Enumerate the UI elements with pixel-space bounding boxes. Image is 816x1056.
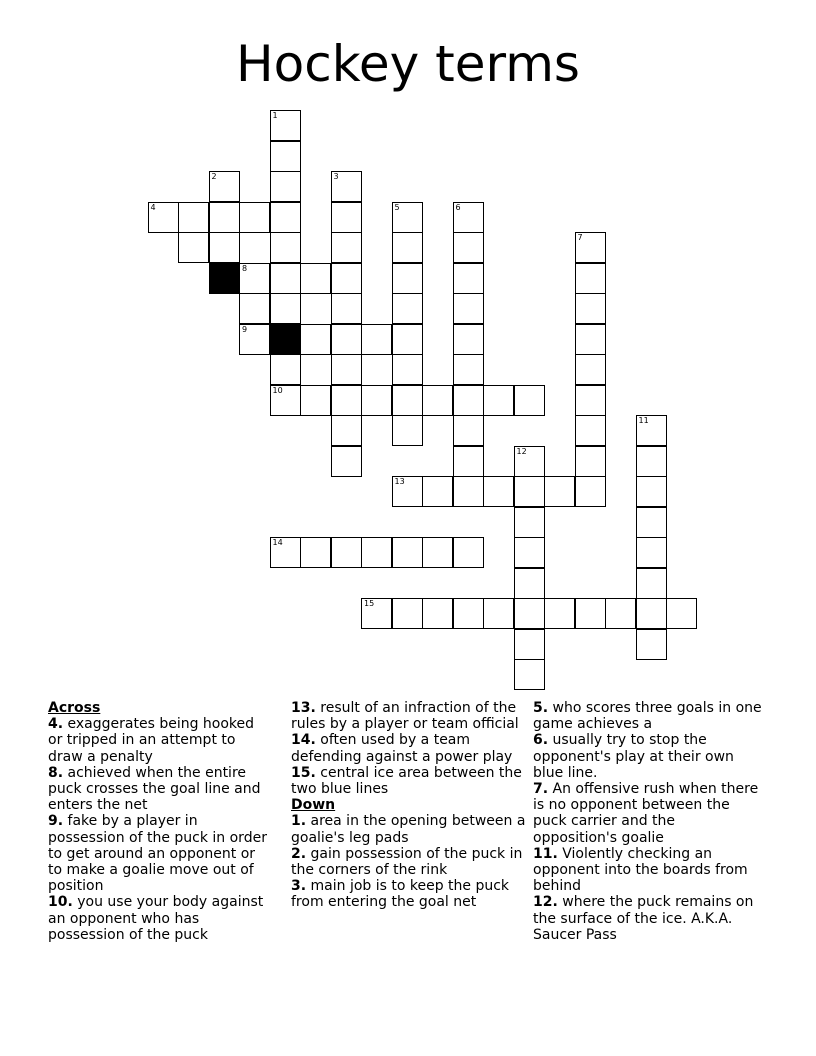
grid-cell[interactable] <box>209 171 240 202</box>
clue-item <box>291 846 527 878</box>
grid-cell[interactable] <box>392 598 423 629</box>
clue-column-3 <box>533 700 763 943</box>
clue-item <box>48 765 270 814</box>
grid-cell[interactable] <box>361 598 392 629</box>
clue-item-text: exaggerates being hooked or tripped in an attempt to draw a penalty <box>48 716 255 765</box>
clue-item-number: 11. <box>533 845 558 862</box>
grid-cell[interactable] <box>636 537 667 568</box>
grid-cell[interactable] <box>270 537 301 568</box>
grid-cell[interactable] <box>453 354 484 385</box>
grid-cell[interactable] <box>483 385 514 416</box>
grid-cell[interactable] <box>575 263 606 294</box>
clue-number: 13 <box>394 477 405 486</box>
grid-cell[interactable] <box>270 293 301 324</box>
clue-number: 6 <box>455 202 461 212</box>
grid-cell[interactable] <box>239 293 270 324</box>
grid-cell[interactable] <box>239 324 270 355</box>
grid-cell[interactable] <box>209 232 240 263</box>
grid-cell[interactable] <box>270 263 301 294</box>
clue-item <box>48 894 270 943</box>
grid-cell[interactable] <box>270 385 301 416</box>
grid-cell[interactable] <box>514 598 545 629</box>
clue-item <box>291 700 527 732</box>
grid-cell[interactable] <box>331 354 362 385</box>
clue-number: 14 <box>272 538 283 547</box>
grid-cell[interactable] <box>514 537 545 568</box>
grid-cell[interactable] <box>453 598 484 629</box>
grid-cell[interactable] <box>575 385 606 416</box>
grid-cell[interactable] <box>575 476 606 507</box>
grid-cell[interactable] <box>453 202 484 233</box>
clue-section-heading: Down <box>291 797 336 814</box>
grid-cell[interactable] <box>422 537 453 568</box>
clue-number: 15 <box>364 599 375 608</box>
grid-cell[interactable] <box>514 476 545 507</box>
clue-item-number: 13. <box>291 700 316 716</box>
clue-item <box>533 700 763 732</box>
clue-item-number: 5. <box>533 700 549 716</box>
clue-item-number: 15. <box>291 764 316 781</box>
clue-number: 3 <box>333 172 339 181</box>
clue-item-number: 14. <box>291 732 316 749</box>
grid-cell[interactable] <box>422 385 453 416</box>
grid-cell[interactable] <box>514 446 545 477</box>
grid-cell[interactable] <box>422 598 453 629</box>
grid-cell[interactable] <box>636 446 667 477</box>
clue-number: 10 <box>272 385 283 395</box>
grid-cell[interactable] <box>270 110 301 141</box>
grid-cell[interactable] <box>575 293 606 324</box>
clue-item-text: often used by a team defending against a power play <box>291 732 513 765</box>
grid-cell[interactable] <box>300 324 331 355</box>
grid-cell[interactable] <box>544 476 575 507</box>
grid-cell[interactable] <box>331 263 362 294</box>
grid-cell[interactable] <box>331 446 362 477</box>
clue-number: 8 <box>242 263 248 273</box>
puzzle-title: Hockey terms <box>236 35 580 93</box>
grid-cell[interactable] <box>239 202 270 233</box>
grid-cell[interactable] <box>239 263 270 294</box>
grid-cell[interactable] <box>178 232 209 263</box>
grid-cell[interactable] <box>514 629 545 660</box>
grid-cell[interactable] <box>514 659 545 690</box>
grid-cell[interactable] <box>575 598 606 629</box>
clue-item-text: main job is to keep the puck from entering the goal net <box>291 878 510 911</box>
grid-cell[interactable] <box>666 598 697 629</box>
grid-cell[interactable] <box>392 324 423 355</box>
grid-cell[interactable] <box>270 202 301 233</box>
grid-cell[interactable] <box>453 293 484 324</box>
grid-cell[interactable] <box>544 598 575 629</box>
clue-item-number: 7. <box>533 781 549 798</box>
grid-cell[interactable] <box>392 476 423 507</box>
clue-item-text: fake by a player in possession of the puck in order to get around an opponent or to make a goalie move out of position <box>48 813 267 895</box>
clue-item-number: 12. <box>533 894 558 911</box>
grid-cell[interactable] <box>392 385 423 416</box>
clue-item-text: who scores three goals in one game achieves a <box>533 700 762 733</box>
grid-cell[interactable] <box>392 537 423 568</box>
clue-number: 7 <box>577 233 583 242</box>
black-cell <box>209 263 240 294</box>
grid-cell[interactable] <box>453 446 484 477</box>
grid-cell[interactable] <box>361 385 392 416</box>
grid-cell[interactable] <box>422 476 453 507</box>
grid-cell[interactable] <box>575 446 606 477</box>
clue-column-1 <box>48 700 270 943</box>
grid-cell[interactable] <box>453 232 484 263</box>
grid-cell[interactable] <box>361 324 392 355</box>
clue-item <box>533 894 763 943</box>
grid-cell[interactable] <box>575 354 606 385</box>
grid-cell[interactable] <box>300 385 331 416</box>
grid-cell[interactable] <box>636 415 667 446</box>
clue-item-number: 3. <box>291 878 307 895</box>
grid-cell[interactable] <box>636 598 667 629</box>
grid-cell[interactable] <box>331 232 362 263</box>
clue-item-text: achieved when the entire puck crosses the goal line and enters the net <box>48 764 261 814</box>
grid-cell[interactable] <box>483 598 514 629</box>
clue-item <box>291 732 527 764</box>
clue-item <box>291 813 527 845</box>
clue-number: 2 <box>211 172 217 181</box>
clue-item <box>533 846 763 895</box>
clue-item-text: where the puck remains on the surface of the ice. A.K.A. Saucer Pass <box>533 894 754 943</box>
grid-cell[interactable] <box>270 171 301 202</box>
grid-cell[interactable] <box>331 385 362 416</box>
grid-cell[interactable] <box>178 202 209 233</box>
clue-item-number: 10. <box>48 894 73 911</box>
grid-cell[interactable] <box>453 415 484 446</box>
grid-cell[interactable] <box>392 202 423 233</box>
clue-number: 1 <box>272 111 278 120</box>
clue-item-number: 4. <box>48 716 64 733</box>
clue-item <box>533 781 763 846</box>
clue-number: 5 <box>394 202 400 212</box>
grid-cell[interactable] <box>392 263 423 294</box>
grid-cell[interactable] <box>453 476 484 507</box>
clue-item <box>48 716 270 765</box>
grid-cell[interactable] <box>148 202 179 233</box>
grid-cell[interactable] <box>270 354 301 385</box>
clue-number: 12 <box>516 446 527 456</box>
grid-cell[interactable] <box>392 354 423 385</box>
grid-cell[interactable] <box>270 232 301 263</box>
grid-cell[interactable] <box>636 476 667 507</box>
grid-cell[interactable] <box>392 415 423 446</box>
clue-item <box>48 813 270 894</box>
clue-item-number: 8. <box>48 764 64 781</box>
grid-cell[interactable] <box>453 537 484 568</box>
grid-cell[interactable] <box>514 568 545 599</box>
grid-cell[interactable] <box>392 293 423 324</box>
grid-cell[interactable] <box>331 324 362 355</box>
clue-item-number: 6. <box>533 732 549 749</box>
clue-number: 4 <box>150 202 156 212</box>
grid-cell[interactable] <box>331 415 362 446</box>
clue-item <box>533 732 763 781</box>
clue-column-2 <box>291 700 527 911</box>
clue-item-text: result of an infraction of the rules by a player or team official <box>291 700 519 733</box>
clue-item-text: area in the opening between a goalie's leg pads <box>291 813 526 846</box>
grid-cell[interactable] <box>575 324 606 355</box>
grid-cell[interactable] <box>605 598 636 629</box>
grid-cell[interactable] <box>483 476 514 507</box>
grid-cell[interactable] <box>331 202 362 233</box>
grid-cell[interactable] <box>361 537 392 568</box>
grid-cell[interactable] <box>331 171 362 202</box>
clue-item-number: 2. <box>291 845 307 862</box>
grid-cell[interactable] <box>300 263 331 294</box>
clue-number: 9 <box>242 324 248 334</box>
grid-cell[interactable] <box>636 507 667 538</box>
grid-cell[interactable] <box>514 507 545 538</box>
black-cell <box>270 324 301 355</box>
clue-item-number: 1. <box>291 813 307 830</box>
grid-cell[interactable] <box>636 568 667 599</box>
clue-item-text: central ice area between the two blue lines <box>291 764 522 798</box>
clue-item-text: usually try to stop the opponent's play at their own blue line. <box>533 732 734 781</box>
grid-cell[interactable] <box>575 415 606 446</box>
clue-item-text: you use your body against an opponent who has possession of the puck <box>48 894 264 943</box>
grid-cell[interactable] <box>453 385 484 416</box>
grid-cell[interactable] <box>331 537 362 568</box>
clue-item <box>291 878 527 910</box>
grid-cell[interactable] <box>300 537 331 568</box>
clue-item <box>291 765 527 797</box>
clue-number: 11 <box>638 416 649 425</box>
grid-cell[interactable] <box>331 293 362 324</box>
clue-item-number: 9. <box>48 813 64 830</box>
grid-cell[interactable] <box>453 324 484 355</box>
grid-cell[interactable] <box>209 202 240 233</box>
grid-cell[interactable] <box>514 385 545 416</box>
grid-cell[interactable] <box>636 629 667 660</box>
grid-cell[interactable] <box>392 232 423 263</box>
grid-cell[interactable] <box>575 232 606 263</box>
clue-item-text: gain possession of the puck in the corners of the rink <box>291 845 523 879</box>
grid-cell[interactable] <box>453 263 484 294</box>
grid-cell[interactable] <box>270 141 301 172</box>
clue-item-text: An offensive rush when there is no opponent between the puck carrier and the opposition's goalie <box>533 781 759 846</box>
clue-section-heading: Across <box>48 700 101 716</box>
clue-item-text: Violently checking an opponent into the boards from behind <box>533 845 748 895</box>
